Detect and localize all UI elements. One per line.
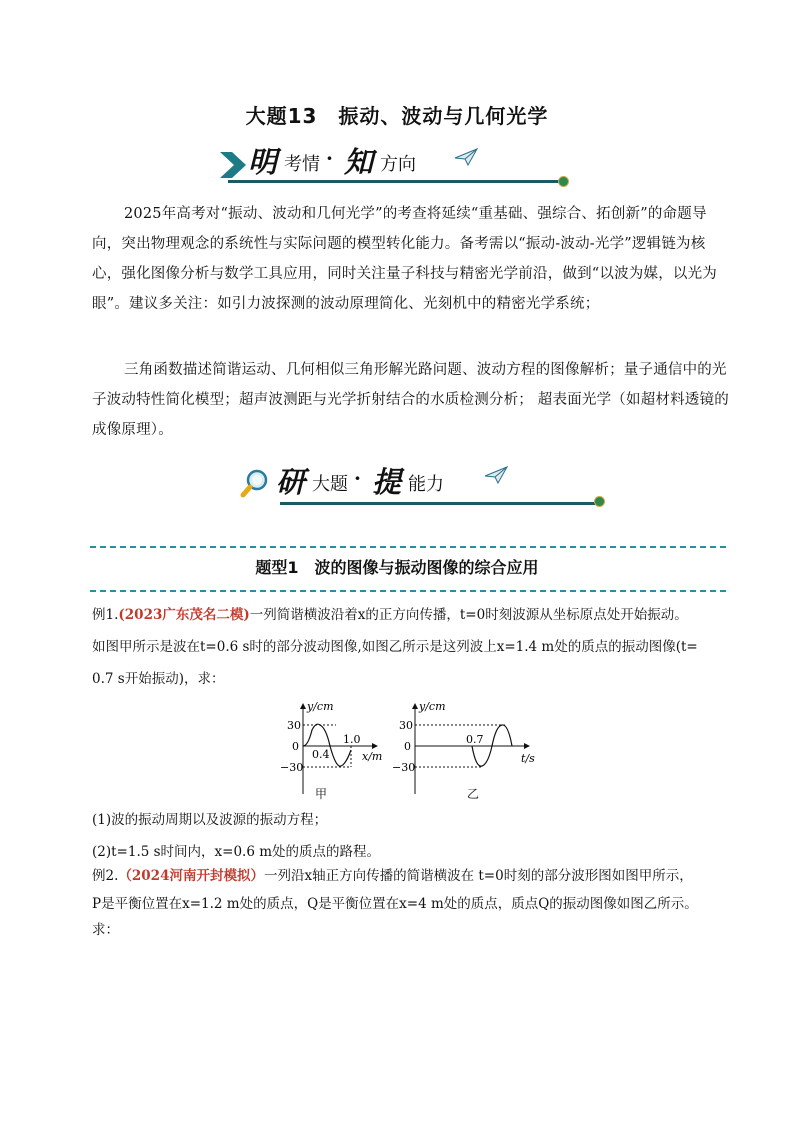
banner-char-yan: 研: [276, 465, 306, 499]
banner-text-nengli: 能力: [408, 474, 444, 495]
magnifier-icon: [240, 468, 270, 498]
banner-end-dot: [558, 176, 569, 187]
example-1-question-2: (2)t=1.5 s时间内，x=0.6 m处的质点的路程。: [92, 844, 381, 860]
wave-graph-jia: [280, 700, 382, 794]
y-tick-bottom: −30: [280, 761, 304, 774]
section-divider-top: [90, 546, 726, 548]
example-1-prefix: 例1.: [92, 607, 119, 623]
page-title: 大题13 振动、波动与几何光学: [245, 104, 549, 128]
section-banner-outlook: [218, 140, 598, 186]
banner-underline: [228, 180, 560, 183]
wave-graph-yi: [392, 700, 535, 794]
example-2-source: （2024河南开封模拟）: [118, 868, 264, 884]
t-mark-0.7: 0.7: [466, 733, 484, 746]
banner-underline: [280, 502, 596, 505]
example-1-line-1: [92, 600, 732, 630]
paper-plane-icon: [454, 148, 478, 166]
y-tick-zero: 0: [404, 740, 411, 753]
x-mark-1.0: 1.0: [343, 733, 361, 746]
example-2-text: 一列沿x轴正方向传播的简谐横波在 t=0时刻的部分波形图如图甲所示，: [263, 868, 693, 884]
banner-text-fangxiang: 方向: [380, 154, 416, 175]
y-axis-arrow: [412, 703, 418, 709]
banner-end-dot: [594, 496, 605, 507]
example-2-prefix: 例2.: [92, 868, 119, 884]
banner-dot: ·: [354, 466, 361, 490]
banner-char-ti: 提: [372, 465, 402, 499]
example-1-question-1: (1)波的振动周期以及波源的振动方程；: [92, 812, 328, 828]
example-1-line-3: 0.7 s开始振动)，求：: [92, 671, 225, 687]
chevron-right-icon: [218, 150, 248, 180]
x-mark-0.4: 0.4: [312, 748, 330, 761]
y-tick-bottom: −30: [392, 761, 416, 774]
section-banner-ability: [240, 460, 620, 506]
example-2-line-1: [92, 861, 732, 891]
x-axis-arrow: [372, 743, 378, 749]
example-1-text: 一列简谐横波沿着x的正方向传播，t=0时刻波源从坐标原点处开始振动。: [249, 607, 688, 623]
banner-char-zhi: 知: [344, 145, 374, 179]
banner-text-dati: 大题: [312, 474, 348, 495]
wave-figure: [270, 700, 540, 800]
y-tick-top: 30: [287, 719, 301, 732]
intro-paragraph-2: 三角函数描述简谐运动、几何相似三角形解光路问题、波动方程的图像解析；量子通信中的光子波动特性简化模型；超声波测距与光学折射结合的水质检测分析； 超表面光学（如超材料透镜的成像原理）。: [92, 362, 729, 438]
figure-caption-yi: 乙: [467, 787, 480, 801]
section-divider-bottom: [90, 590, 726, 592]
example-1-line-2: 如图甲所示是波在t=0.6 s时的部分波动图像,如图乙所示是这列波上x=1.4 m处的质点的振动图像(t=: [92, 639, 698, 655]
example-2-line-3: 求：: [92, 922, 119, 938]
x-axis-arrow: [524, 743, 530, 749]
x-axis-label: x/m: [362, 750, 383, 763]
y-tick-zero: 0: [292, 740, 299, 753]
banner-char-ming: 明: [248, 145, 278, 179]
example-2-line-2: P是平衡位置在x=1.2 m处的质点，Q是平衡位置在x=4 m处的质点，质点Q的振动图像如图乙所示。: [92, 896, 698, 912]
figure-caption-jia: 甲: [315, 787, 328, 801]
banner-dot: ·: [326, 146, 333, 170]
x-axis-label: t/s: [521, 752, 535, 765]
y-axis-label: y/cm: [307, 700, 334, 713]
y-tick-top: 30: [399, 719, 413, 732]
paper-plane-icon: [484, 466, 508, 484]
intro-paragraph-1: 2025年高考对“振动、波动和几何光学”的考查将延续“重基础、强综合、拓创新”的命题导向，突出物理观念的系统性与实际问题的模型转化能力。备考需以“振动-波动-光学”逻辑链为核心，强化图像分析与数学工具应用，同时关注量子科技与精密光学前沿，做到“以波为媒，以光为眼”。建议多关注：如引力波探测的波动原理简化、光刻机中的精密光学系统；: [92, 206, 718, 312]
section-heading: 题型1 波的图像与振动图像的综合应用: [255, 558, 539, 577]
banner-text-kaoqing: 考情: [284, 154, 320, 175]
example-1-source: (2023广东茂名二模): [118, 607, 250, 623]
y-axis-label: y/cm: [419, 700, 446, 713]
y-axis-arrow: [300, 703, 306, 709]
